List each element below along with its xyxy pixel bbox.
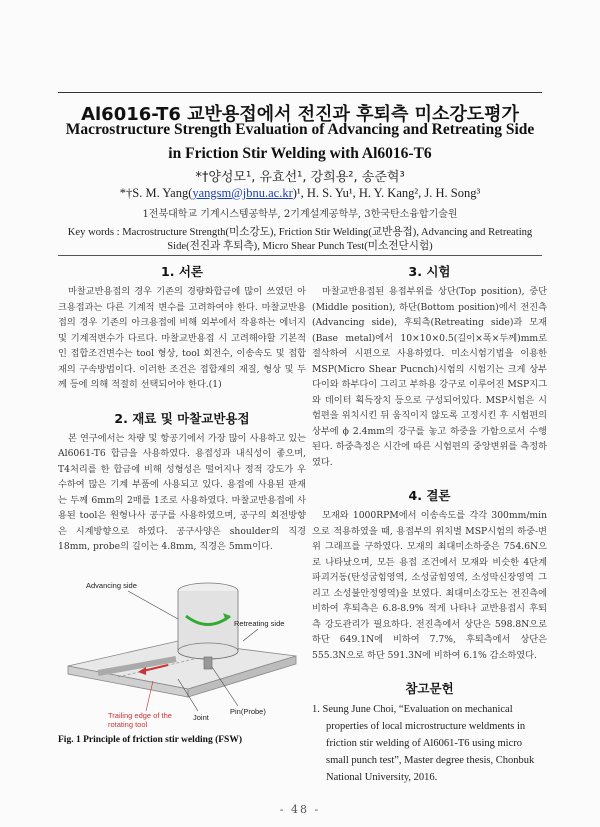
label-advancing-side: Advancing side bbox=[86, 580, 137, 590]
authors-prefix: *†S. M. Yang( bbox=[119, 186, 193, 200]
tool-pin bbox=[204, 657, 212, 669]
author-email-link[interactable]: yangsm@jbnu.ac.kr bbox=[192, 186, 293, 200]
left-column bbox=[58, 260, 306, 745]
section-text-materials: 본 연구에서는 차량 및 항공기에서 가장 많이 사용하고 있는 Al6061-T6 합금을 사용하였다. 용접성과 내식성이 좋으며, T4처리를 한 합금에 비해 성형성은 떨어지나 정적 강도가 우수하여 많은 기계 부품에 사용되고 있다. 용접에 사용된 판재는 두께 6mm의 2매를 1조로 사용하였다. 마찰교반용접에 사용된 tool은 원형나사 공구를 사용하였으며, 공구의 회전방향은 시계방향으로 하였다. 공구사양은 shoulder의 직경 18mm, probe의 길이는 4.8mm, 직경은 5mm이다. bbox=[58, 432, 306, 552]
title-english-line2: in Friction Stir Welding with Al6016-T6 bbox=[168, 145, 432, 162]
fsw-figure bbox=[58, 571, 306, 731]
authors-suffix: )¹, H. S. Yu¹, H. Y. Kang², J. H. Song³ bbox=[292, 186, 481, 200]
advancing-leader bbox=[128, 591, 178, 619]
section-heading-intro: 1. 서론 bbox=[161, 264, 203, 279]
label-pin: Pin(Probe) bbox=[230, 706, 266, 716]
title-english-line1: Macrostructure Strength Evaluation of Advancing and Retreating Side bbox=[65, 121, 535, 138]
fsw-diagram bbox=[58, 571, 306, 731]
section-text-experiment: 마찰교반용접된 용접부위를 상단(Top position), 중단(Middle position), 하단(Bottom position)에서 전진측(Advancing side), 후퇴측(Retreating side)과 모재(Base metal)에서 10×10×0.5(길이×폭×두께)mm로 절삭하여 시편으로 사용하였다. 미소시험기법을 이용한 MSP(Micro Shear Pucnch)시험의 시험기는 크게 상부다이와 하부다이 그리고 부하용 강구로 이루어진 MSP지그와 데이터 획득장치 등으로 구성되어있다. MSP시험은 시험편을 위치시킨 뒤 움직이지 않도록 고정시킨 후 시험편의 상부에 ϕ 2.4mm의 강구를 놓고 하중을 가함으로서 수행된다. 하중측정은 시간에 따른 시험편의 중앙변위를 측정하였다. bbox=[312, 286, 547, 468]
section-heading-materials: 2. 재료 및 마찰교반용접 bbox=[114, 410, 250, 426]
reference-item: 1. Seung June Choi, “Evaluation on mechanical properties of local microstructure weldments in friction stir welding of Al6061-T6 using micro small punch test”, Master degree thesis, Chonbuk National University, 2016. bbox=[312, 704, 535, 783]
section-text-intro: 마찰교반용접의 경우 기존의 경량화합금에 많이 쓰였던 아크용접과는 다른 기계적 변수를 고려하여야 한다. 마찰교반용접의 경우 기존의 아크용접에 비해 외부에서 작용하는 에너지 및 기계적변수가 다르다. 마찰교반용접 시 고려해야할 기본적인 접합조건변수는 tool 형상, tool 회전수, 이송속도 및 접합재의 구속방법이다. 이러한 조건은 접합재의 재질, 형상 및 두께 등에 의해 적절히 선택되어야 한다.(1) bbox=[58, 286, 306, 390]
label-trailing-edge: Trailing edge of the rotating tool bbox=[108, 710, 172, 729]
section-heading-conclusion: 4. 결론 bbox=[408, 488, 451, 503]
retreating-leader bbox=[243, 629, 258, 641]
page-number: - 48 - bbox=[279, 803, 321, 816]
label-retreating-side: Retreating side bbox=[234, 618, 285, 628]
top-rule bbox=[58, 92, 542, 93]
title-korean: Al6016-T6 교반용접에서 전진과 후퇴측 미소강도평가 bbox=[81, 104, 519, 125]
authors-english bbox=[0, 186, 600, 201]
figure-caption: Fig. 1 Principle of friction stir welding (FSW) bbox=[58, 734, 242, 745]
section-heading-references: 참고문헌 bbox=[405, 681, 454, 696]
affiliations: 1전북대학교 기계시스템공학부, 2기계설계공학부, 3한국탄소융합기술원 bbox=[142, 209, 458, 220]
right-column bbox=[312, 260, 547, 786]
label-joint: Joint bbox=[193, 712, 209, 722]
section-text-conclusion: 모재와 1000RPM에서 이송속도를 각각 300mm/min으로 적용하였을 때, 용접부의 위치별 MSP시험의 하중-변위 그래프를 구하였다. 모재의 최대미소하중은 754.6N으로 나타났으며, 모든 용접 조건에서 모재와 비슷한 4단계 파괴거동(탄성굽힘영역, 소성굽힘영역, 소성막신장영역 그리고 소성불안정영역)을 보였다. 최대미소강도는 전진측에 비하여 후퇴측은 6.8-8.9% 적게 나타나 교반용접시 후퇴측 강도관리가 필요하다. 전진측에서 상단은 598.8N으로 하단 649.1N에 비하여 7.7%, 후퇴측에서 상단은 555.3N으로 하단 591.3N에 비하여 6.1% 감소하였다. bbox=[312, 510, 547, 661]
authors-korean: *†양성모¹, 유효선¹, 강희용², 송준혁³ bbox=[195, 170, 405, 185]
header-divider bbox=[58, 255, 542, 256]
keywords: Key words : Macrostructure Strength(미소강도), Friction Stir Welding(교반용접), Advancing and Retreating Side(전진과 후퇴측), Micro Shear Punch Test(미소전단시험) bbox=[67, 227, 533, 252]
section-heading-experiment: 3. 시험 bbox=[408, 264, 451, 279]
